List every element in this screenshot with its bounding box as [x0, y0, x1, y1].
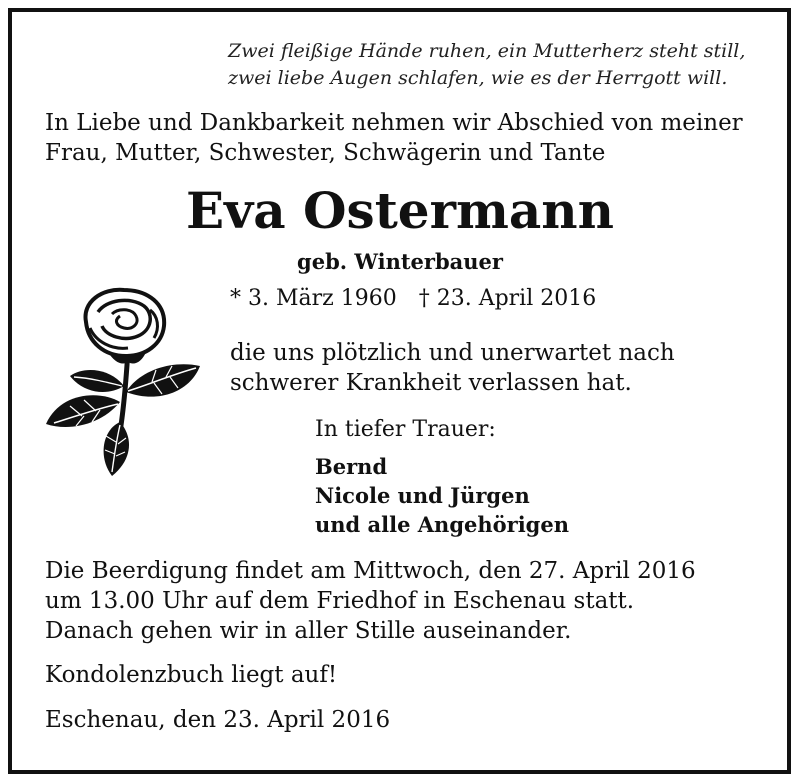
funeral-line-1: Die Beerdigung findet am Mittwoch, den 27. April 2016: [45, 558, 696, 584]
intro-line-1: In Liebe und Dankbarkeit nehmen wir Abschied von meiner: [45, 110, 743, 136]
motto-line-2: zwei liebe Augen schlafen, wie es der Herrgott will.: [228, 67, 728, 89]
mourner-name: Bernd: [315, 454, 388, 479]
motto-verse: [228, 38, 758, 92]
life-dates: [230, 285, 596, 313]
motto-line-1: Zwei fleißige Hände ruhen, ein Mutterherz steht still,: [228, 40, 746, 62]
funeral-line-3: Danach gehen wir in aller Stille auseinander.: [45, 618, 572, 644]
mourner-name: Nicole und Jürgen: [315, 483, 530, 508]
mourner-name: und alle Angehörigen: [315, 512, 569, 537]
funeral-details: [45, 556, 696, 646]
birth-date: * 3. März 1960: [230, 286, 397, 311]
intro-line-2: Frau, Mutter, Schwester, Schwägerin und Tante: [45, 140, 606, 166]
death-date: † 23. April 2016: [418, 286, 597, 311]
maiden-name: geb. Winterbauer: [297, 249, 503, 274]
mourning-label: In tiefer Trauer:: [315, 417, 496, 442]
notice-line-1: die uns plötzlich und unerwartet nach: [230, 340, 675, 366]
rose-icon: [40, 282, 205, 477]
mourners-list: [315, 452, 569, 539]
deceased-name: Eva Ostermann: [186, 181, 614, 240]
place-and-date: Eschenau, den 23. April 2016: [45, 707, 391, 733]
notice-line-2: schwerer Krankheit verlassen hat.: [230, 370, 632, 396]
notice-text: [230, 338, 675, 398]
funeral-line-2: um 13.00 Uhr auf dem Friedhof in Eschenau statt.: [45, 588, 635, 614]
condolence-note: Kondolenzbuch liegt auf!: [45, 662, 338, 688]
intro-text: [45, 108, 765, 168]
